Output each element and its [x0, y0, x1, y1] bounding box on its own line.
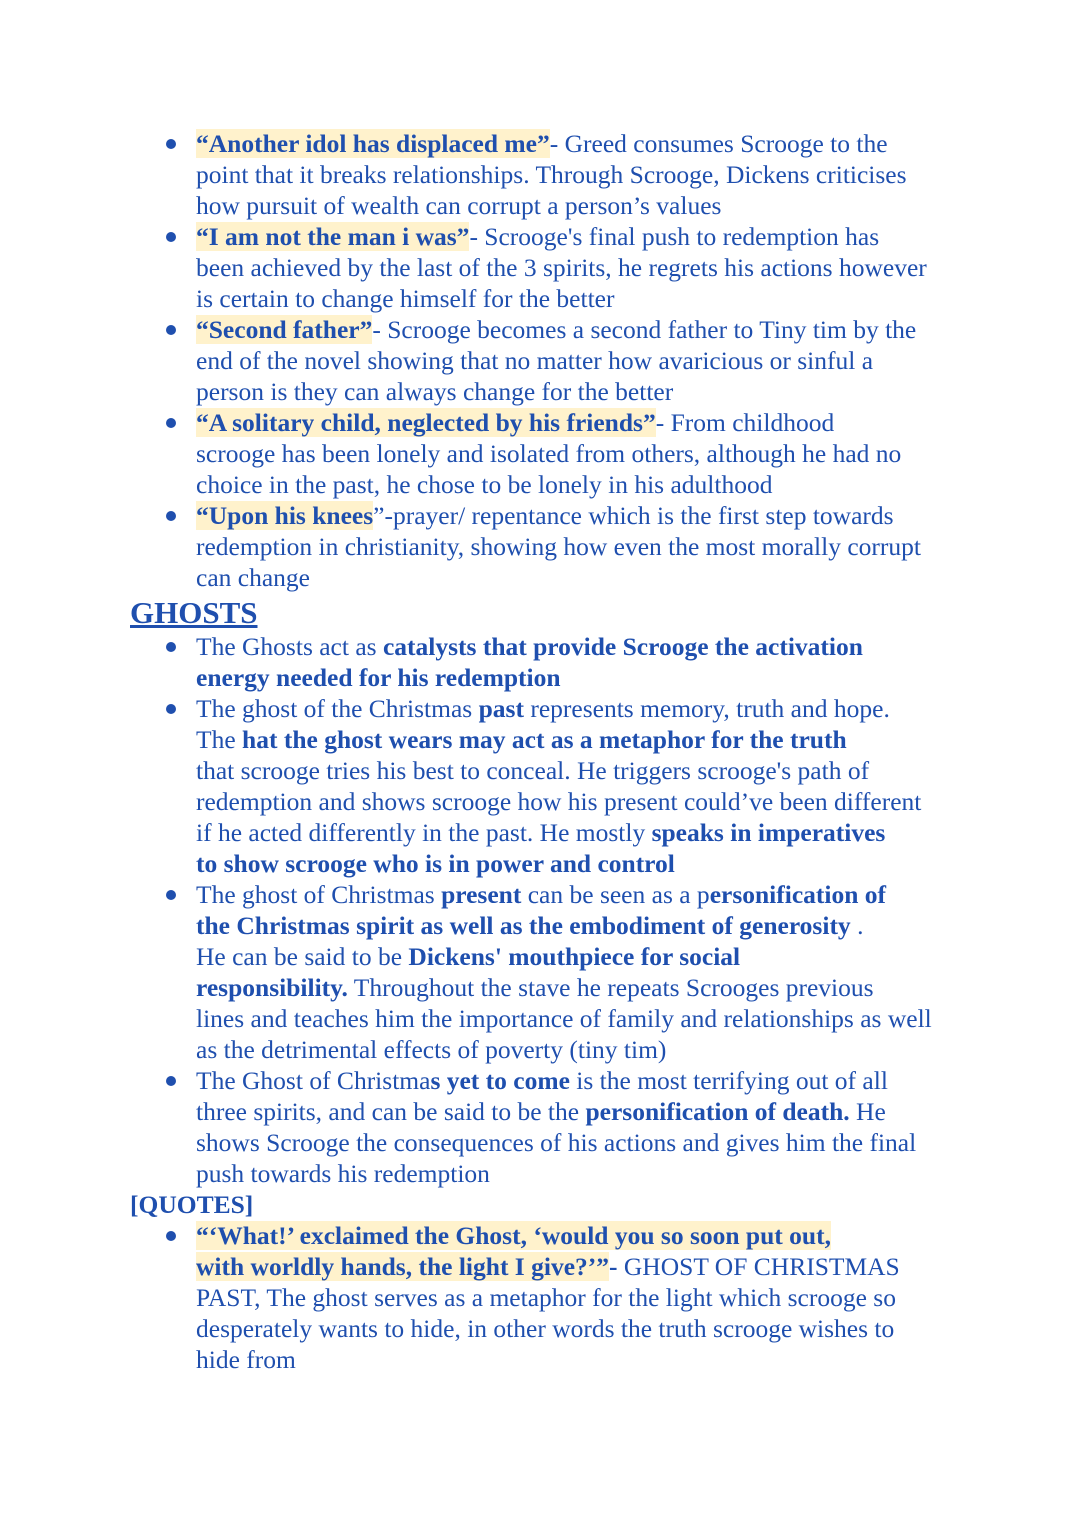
text-line — [196, 1251, 960, 1282]
text-line — [196, 662, 960, 693]
text-line — [196, 1158, 960, 1189]
text-line — [196, 407, 960, 438]
text-line — [196, 817, 960, 848]
bullet-dot-icon — [166, 232, 176, 242]
text-run: been achieved by the last of the 3 spirits, he regrets his actions however — [196, 253, 927, 282]
bullet-dot-icon — [166, 704, 176, 714]
highlighted-quote: “A solitary child, neglected by his friends” — [196, 408, 656, 437]
text-line — [196, 252, 960, 283]
text-line — [196, 469, 960, 500]
section-subheading: [QUOTES] — [130, 1190, 254, 1219]
text-run: can change — [196, 563, 310, 592]
text-run: if he acted differently in the past. He mostly — [196, 818, 652, 847]
list-item — [130, 500, 960, 593]
text-run: redemption in christianity, showing how even the most morally corrupt — [196, 532, 921, 561]
text-run: PAST, The ghost serves as a metaphor for the light which scrooge so — [196, 1283, 896, 1312]
text-run: shows Scrooge the consequences of his actions and gives him the final — [196, 1128, 917, 1157]
text-run: point that it breaks relationships. Through Scrooge, Dickens criticises — [196, 160, 907, 189]
bold-text: past — [478, 694, 524, 723]
text-run: represents memory, truth and hope. — [523, 694, 890, 723]
bullet-list — [130, 1220, 960, 1375]
text-run: scrooge has been lonely and isolated from others, although he had no — [196, 439, 902, 468]
text-run: that scrooge tries his best to conceal. He triggers scrooge's path of — [196, 756, 870, 785]
text-run: . — [850, 911, 864, 940]
text-line — [196, 1282, 960, 1313]
highlighted-quote: “‘What!’ exclaimed the Ghost, ‘would you so soon put out, — [196, 1221, 831, 1250]
text-run: The Ghost of Christma — [196, 1066, 431, 1095]
text-run: ”-prayer/ repentance which is the first step towards — [373, 501, 894, 530]
highlighted-quote: “Second father” — [196, 315, 373, 344]
list-item — [130, 314, 960, 407]
list-item — [130, 221, 960, 314]
bullet-list — [130, 128, 960, 593]
text-line — [196, 1313, 960, 1344]
text-line — [196, 221, 960, 252]
text-run: The ghost of the Christmas — [196, 694, 479, 723]
highlighted-quote: with worldly hands, the light I give?’” — [196, 1252, 610, 1281]
text-line — [196, 879, 960, 910]
bullet-dot-icon — [166, 1076, 176, 1086]
text-run: Throughout the stave he repeats Scrooges previous — [347, 973, 874, 1002]
text-line — [196, 314, 960, 345]
text-line — [196, 283, 960, 314]
bullet-dot-icon — [166, 890, 176, 900]
bullet-dot-icon — [166, 139, 176, 149]
text-run: redemption and shows scrooge how his present could’ve been different — [196, 787, 922, 816]
text-run: desperately wants to hide, in other words the truth scrooge wishes to — [196, 1314, 895, 1343]
section-heading: GHOSTS — [130, 595, 258, 630]
text-run: The — [196, 725, 243, 754]
bullet-dot-icon — [166, 511, 176, 521]
text-run: is the most terrifying out of all — [569, 1066, 888, 1095]
text-run: The ghost of Christmas — [196, 880, 442, 909]
text-line — [196, 562, 960, 593]
text-run: three spirits, and can be said to be the — [196, 1097, 586, 1126]
text-line — [196, 972, 960, 1003]
text-line — [196, 376, 960, 407]
text-line — [196, 910, 960, 941]
text-run: He can be said to be — [196, 942, 409, 971]
text-run: as the detrimental effects of poverty (tiny tim) — [196, 1035, 667, 1064]
list-item — [130, 693, 960, 879]
highlighted-quote: “I am not the man i was” — [196, 222, 470, 251]
text-run: - Scrooge's final push to redemption has — [469, 222, 880, 251]
text-run: person is they can always change for the better — [196, 377, 674, 406]
text-line — [196, 1344, 960, 1375]
bold-text: speaks in imperatives — [651, 818, 886, 847]
text-run: hide from — [196, 1345, 296, 1374]
text-run: - Scrooge becomes a second father to Tiny tim by the — [372, 315, 917, 344]
text-line — [196, 345, 960, 376]
text-run: - Greed consumes Scrooge to the — [549, 129, 888, 158]
text-line — [196, 786, 960, 817]
text-line — [196, 128, 960, 159]
text-line — [196, 438, 960, 469]
bullet-dot-icon — [166, 642, 176, 652]
text-line — [196, 1096, 960, 1127]
text-line — [196, 1034, 960, 1065]
list-item — [130, 407, 960, 500]
bullet-dot-icon — [166, 325, 176, 335]
text-line — [196, 755, 960, 786]
text-run: end of the novel showing that no matter how avaricious or sinful a — [196, 346, 874, 375]
bold-text: present — [441, 880, 522, 909]
bullet-list — [130, 631, 960, 1189]
highlighted-quote: “Another idol has displaced me” — [196, 129, 550, 158]
text-line — [196, 1220, 960, 1251]
bold-text: the Christmas spirit as well as the embodiment of generosity — [196, 911, 851, 940]
text-run: GHOST OF CHRISTMAS — [623, 1252, 900, 1281]
list-item — [130, 879, 960, 1065]
text-run: He — [849, 1097, 886, 1126]
bullet-dot-icon — [166, 1231, 176, 1241]
text-line — [196, 531, 960, 562]
text-run: choice in the past, he chose to be lonely in his adulthood — [196, 470, 773, 499]
text-line — [196, 1127, 960, 1158]
document-page — [130, 128, 960, 1375]
text-run: can be seen as a p — [521, 880, 710, 909]
bold-text: s yet to come — [430, 1066, 570, 1095]
bold-text: ersonification of — [709, 880, 887, 909]
text-run: lines and teaches him the importance of family and relationships as well — [196, 1004, 932, 1033]
text-run: is certain to change himself for the better — [196, 284, 615, 313]
bold-text: Dickens' mouthpiece for social — [408, 942, 741, 971]
text-line — [196, 1065, 960, 1096]
text-line — [196, 941, 960, 972]
text-line — [196, 693, 960, 724]
bullet-dot-icon — [166, 418, 176, 428]
bold-text: energy needed for his redemption — [196, 663, 561, 692]
text-run: push towards his redemption — [196, 1159, 490, 1188]
bold-text: hat the ghost wears may act as a metaphor for the truth — [242, 725, 847, 754]
text-line — [196, 500, 960, 531]
text-line — [196, 190, 960, 221]
text-run: The Ghosts act as — [196, 632, 383, 661]
text-line — [196, 1003, 960, 1034]
bold-text: personification of death. — [585, 1097, 850, 1126]
text-line — [196, 159, 960, 190]
bold-text: to show scrooge who is in power and control — [196, 849, 675, 878]
text-line — [196, 848, 960, 879]
list-item — [130, 631, 960, 693]
bold-text: - — [609, 1252, 624, 1281]
text-line — [196, 724, 960, 755]
highlighted-quote: “Upon his knees — [196, 501, 374, 530]
list-item — [130, 128, 960, 221]
list-item — [130, 1220, 960, 1375]
text-line — [196, 631, 960, 662]
text-run: how pursuit of wealth can corrupt a person’s values — [196, 191, 722, 220]
bold-text: catalysts that provide Scrooge the activation — [382, 632, 863, 661]
text-run: - From childhood — [655, 408, 835, 437]
list-item — [130, 1065, 960, 1189]
bold-text: responsibility. — [196, 973, 348, 1002]
